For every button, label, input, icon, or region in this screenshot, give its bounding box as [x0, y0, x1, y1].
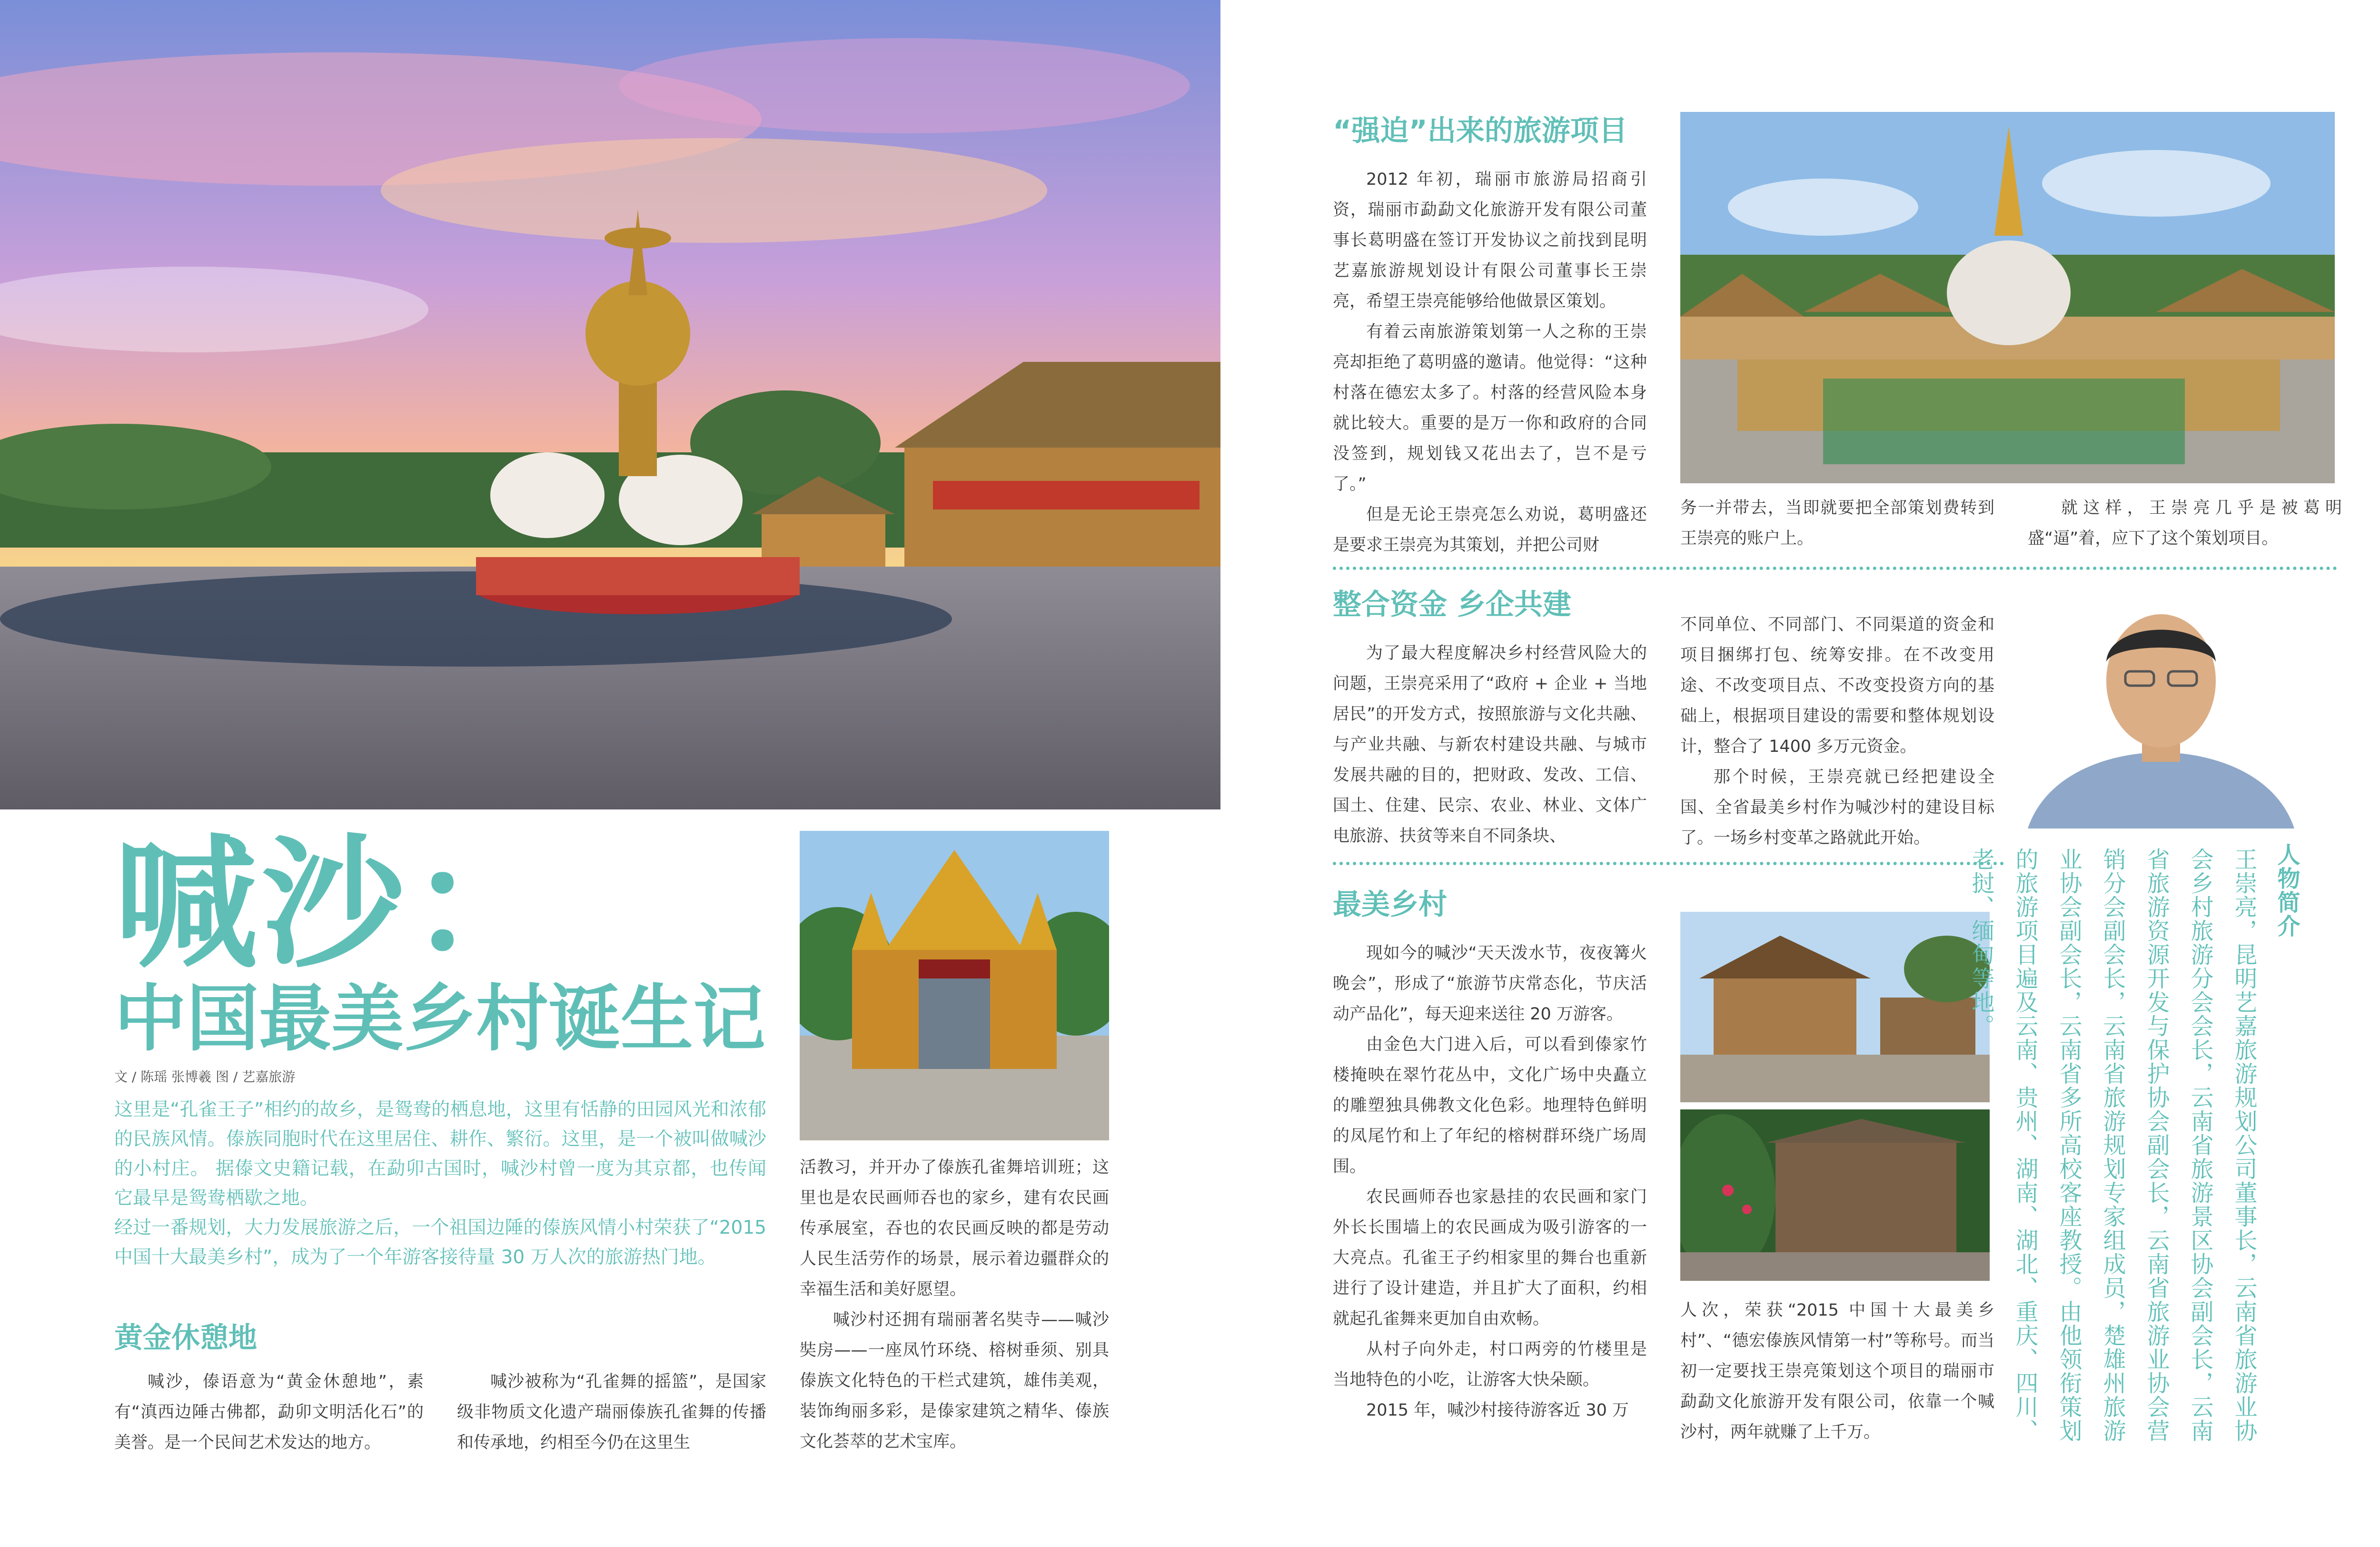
hero-photo	[0, 0, 1220, 809]
paragraph: 2015 年，喊沙村接待游客近 30 万	[1366, 1401, 1629, 1420]
section-heading: 黄金休憩地	[114, 1321, 257, 1355]
text-column	[2028, 493, 2342, 554]
title-sub: 中国最美乡村诞生记	[114, 977, 765, 1061]
divider	[1333, 862, 2004, 865]
profile-heading: 人物简介	[2273, 843, 2300, 938]
paragraph: 为了最大程度解决乡村经营风险大的问题，王崇亮采用了“政府 + 企业 + 当地居民”的开发方式，按照旅游与文化共融、与产业共融、与新农村建设共融、与城市发展共融的目的，把财政、发改、工信、国土、住建、民宗、农业、林业、文体广电旅游、扶贫等来自不同条块、	[1333, 644, 1647, 846]
gate-photo	[800, 831, 1109, 1140]
byline: 文 / 陈瑶 张博羲 图 / 艺嘉旅游	[114, 1069, 296, 1085]
text-column	[114, 1367, 424, 1458]
paragraph: 从村子向外走，村口两旁的竹楼里是当地特色的小吃，让游客大快朵颐。	[1333, 1340, 1647, 1389]
intro	[114, 1095, 766, 1272]
section-heading: 最美乡村	[1333, 888, 1447, 921]
wooden-house-photo	[1680, 1109, 1990, 1281]
text-column	[1680, 609, 1994, 853]
text-column	[1333, 164, 1647, 560]
paragraph: 2012 年初，瑞丽市旅游局招商引资，瑞丽市勐勐文化旅游开发有限公司董事长葛明盛在签订开发协议之前找到昆明艺嘉旅游规划设计有限公司董事长王崇亮，希望王崇亮能够给他做景区策划。	[1333, 170, 1647, 311]
text-column	[1680, 493, 1994, 554]
paragraph: 喊沙，傣语意为“黄金休憩地”，素有“滇西边陲古佛都，勐卯文明活化石”的美誉。是一个民间艺术发达的地方。	[114, 1372, 424, 1452]
text-column	[457, 1367, 766, 1458]
paragraph: 由金色大门进入后，可以看到傣家竹楼掩映在翠竹花丛中，文化广场中央矗立的雕塑独具佛教文化色彩。地理特色鲜明的凤尾竹和上了年纪的榕树群环绕广场周围。	[1333, 1035, 1647, 1176]
section-heading: “强迫”出来的旅游项目	[1333, 114, 1627, 148]
paragraph: 就这样，王崇亮几乎是被葛明盛“逼”着，应下了这个策划项目。	[2028, 499, 2342, 548]
portrait-illustration	[2009, 600, 2313, 828]
text-column	[1333, 638, 1647, 851]
hero-photo-illustration	[0, 0, 1220, 809]
profile-text: 王崇亮，昆明艺嘉旅游规划公司董事长，云南省旅游业协会乡村旅游分会会长，云南省旅游景区协会副会长，云南省旅游资源开发与保护协会副会长，云南省旅游业协会营销分会副会长，云南省旅游规划专家组成员，楚雄州旅游业协会副会长，云南省多所高校客座教授。由他领衔策划的旅游项目遍及云南、贵州、湖南、湖北、重庆、四川、老挝、缅甸等地。	[1968, 848, 2257, 1443]
paragraph: 但是无论王崇亮怎么劝说，葛明盛还是要求王崇亮为其策划，并把公司财	[1333, 505, 1647, 555]
paragraph: 务一并带去，当即就要把全部策划费转到王崇亮的账户上。	[1680, 499, 1994, 548]
text-column	[800, 1152, 1109, 1457]
title-main: 喊沙：	[114, 821, 557, 988]
paragraph: 喊沙村还拥有瑞丽著名奘寺——喊沙奘房——一座凤竹环绕、榕树垂须、别具傣族文化特色的干栏式建筑，雄伟美观，装饰绚丽多彩，是傣家建筑之精华、傣族文化荟萃的艺术宝库。	[800, 1310, 1109, 1451]
dance-photo-illustration	[1680, 112, 2335, 483]
paragraph: 不同单位、不同部门、不同渠道的资金和项目捆绑打包、统筹安排。在不改变用途、不改变项目点、不改变投资方向的基础上，根据项目建设的需要和整体规划设计，整合了 1400 多万元资金。	[1680, 615, 1994, 756]
bamboo-house-illustration	[1680, 912, 1990, 1102]
section-heading: 整合资金 乡企共建	[1333, 588, 1571, 621]
paragraph: 有着云南旅游策划第一人之称的王崇亮却拒绝了葛明盛的邀请。他觉得：“这种村落在德宏太多了。村落的经营风险本身就比较大。重要的是万一你和政府的合同没签到，规划钱又花出去了，岂不是亏了。”	[1333, 322, 1647, 494]
bamboo-house-photo	[1680, 912, 1990, 1102]
wooden-house-illustration	[1680, 1109, 1990, 1281]
intro-paragraph: 这里是“孔雀王子”相约的故乡，是鸳鸯的栖息地，这里有恬静的田园风光和浓郁的民族风情。傣族同胞时代在这里居住、耕作、繁衍。这里，是一个被叫做喊沙的小村庄。 据傣文史籍记载，在勐卯古国时，喊沙村曾一度为其京都，也传闻它最早是鸳鸯栖歇之地。	[114, 1099, 766, 1209]
gate-photo-illustration	[800, 831, 1109, 1140]
article-title	[114, 821, 781, 1062]
portrait-photo	[2009, 600, 2313, 828]
paragraph: 那个时候，王崇亮就已经把建设全国、全省最美乡村作为喊沙村的建设目标了。一场乡村变革之路就此开始。	[1680, 768, 1994, 848]
divider	[1333, 567, 2337, 570]
intro-paragraph: 经过一番规划，大力发展旅游之后，一个祖国边陲的傣族风情小村荣获了“2015 中国十大最美乡村”，成为了一个年游客接待量 30 万人次的旅游热门地。	[114, 1217, 766, 1268]
text-column	[1333, 938, 1647, 1426]
paragraph: 农民画师吞也家悬挂的农民画和家门外长长围墙上的农民画成为吸引游客的一大亮点。孔雀王子约相家里的舞台也重新进行了设计建造，并且扩大了面积，约相就起孔雀舞来更加自由欢畅。	[1333, 1188, 1647, 1328]
paragraph: 现如今的喊沙“天天泼水节，夜夜篝火晚会”，形成了“旅游节庆常态化，节庆活动产品化”，每天迎来送往 20 万游客。	[1333, 944, 1647, 1024]
paragraph: 活教习，并开办了傣族孔雀舞培训班；这里也是农民画师吞也的家乡，建有农民画传承展室，吞也的农民画反映的都是劳动人民生活劳作的场景，展示着边疆群众的幸福生活和美好愿望。	[800, 1158, 1109, 1299]
paragraph: 人次，荣获“2015 中国十大最美乡村”、“德宏傣族风情第一村”等称号。而当初一定要找王崇亮策划这个项目的瑞丽市勐勐文化旅游开发有限公司，依靠一个喊沙村，两年就赚了上千万。	[1680, 1301, 1994, 1442]
paragraph: 喊沙被称为“孔雀舞的摇篮”，是国家级非物质文化遗产瑞丽傣族孔雀舞的传播和传承地，约相至今仍在这里生	[457, 1372, 766, 1452]
dance-photo	[1680, 112, 2335, 483]
text-column	[1680, 1295, 1994, 1447]
profile-sidebar	[1968, 843, 2309, 1481]
